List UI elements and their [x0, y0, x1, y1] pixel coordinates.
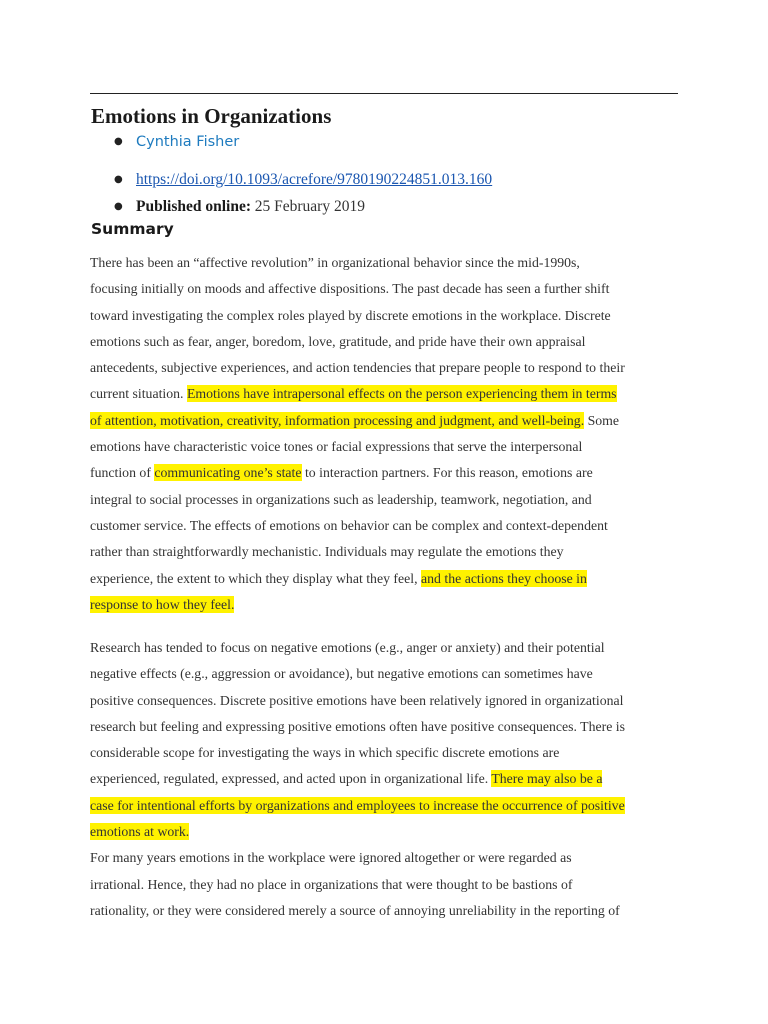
bullet-dot-icon: ●	[114, 201, 123, 212]
text-line	[90, 819, 690, 845]
text-line	[90, 303, 690, 329]
text-line	[90, 635, 690, 661]
text-line	[90, 661, 690, 687]
bullet-dot-icon: ●	[114, 174, 123, 185]
text-line	[90, 381, 690, 407]
highlighted-text: case for intentional efforts by organizations and employees to increase the occurrence of positive	[90, 797, 625, 813]
text-line	[90, 513, 690, 539]
text-segment: customer service. The effects of emotions on behavior can be complex and context-dependent	[90, 517, 608, 533]
bullet-dot-icon: ●	[114, 136, 123, 147]
header-divider	[90, 93, 678, 94]
text-line	[90, 276, 690, 302]
text-segment: current situation.	[90, 386, 187, 402]
highlighted-text: There may also be a	[491, 771, 603, 787]
summary-heading: Summary	[91, 220, 174, 238]
published-label: Published online:	[136, 198, 251, 215]
text-segment: There has been an “affective revolution” in organizational behavior since the mid-1990s,	[90, 255, 580, 270]
text-line	[90, 872, 690, 898]
text-line	[90, 845, 690, 871]
text-line	[90, 539, 690, 565]
text-segment: positive consequences. Discrete positive emotions have been relatively ignored in organizational	[90, 692, 624, 708]
text-line	[90, 329, 690, 355]
highlighted-text: Emotions have intrapersonal effects on the person experiencing them in terms	[186, 386, 617, 402]
text-line	[90, 460, 690, 486]
text-line	[90, 898, 690, 924]
text-line	[90, 793, 690, 819]
text-segment: experienced, regulated, expressed, and acted upon in organizational life.	[90, 771, 492, 787]
text-segment: toward investigating the complex roles played by discrete emotions in the workplace. Discrete	[90, 307, 611, 323]
text-line	[90, 487, 690, 513]
text-line	[90, 355, 690, 381]
text-segment: focusing initially on moods and affective dispositions. The past decade has seen a further shift	[90, 281, 610, 297]
highlighted-text: emotions at work.	[90, 824, 190, 840]
text-line	[90, 714, 690, 740]
text-segment: experience, the extent to which they display what they feel,	[90, 570, 422, 586]
text-segment: Research has tended to focus on negative emotions (e.g., anger or anxiety) and their potential	[90, 640, 605, 655]
highlighted-text: and the actions they choose in	[421, 570, 587, 586]
text-segment: negative effects (e.g., aggression or avoidance), but negative emotions can sometimes have	[90, 666, 593, 682]
doi-link[interactable]: https://doi.org/10.1093/acrefore/9780190224851.013.160	[136, 171, 493, 188]
highlighted-text: of attention, motivation, creativity, information processing and judgment, and well-being.	[90, 412, 585, 428]
text-segment: rather than straightforwardly mechanistic. Individuals may regulate the emotions they	[90, 544, 564, 560]
text-line	[90, 566, 690, 592]
text-segment: For many years emotions in the workplace were ignored altogether or were regarded as	[90, 850, 572, 866]
text-line	[90, 434, 690, 460]
text-segment: function of	[90, 465, 155, 481]
summary-paragraph-2	[90, 635, 690, 924]
text-line	[90, 766, 690, 792]
highlighted-text: communicating one’s state	[154, 465, 302, 481]
text-segment: research but feeling and expressing positive emotions often have positive consequences. There is	[90, 718, 625, 734]
summary-paragraph-1	[90, 250, 690, 618]
text-line	[90, 592, 690, 618]
text-line	[90, 408, 690, 434]
text-segment: emotions such as fear, anger, boredom, love, gratitude, and pride have their own appraisal	[90, 333, 586, 349]
text-line	[90, 250, 690, 276]
text-segment: to interaction partners. For this reason, emotions are	[301, 465, 593, 481]
text-line	[90, 740, 690, 766]
author-link[interactable]: Cynthia Fisher	[136, 134, 240, 150]
highlighted-text: response to how they feel.	[90, 596, 235, 612]
text-segment: considerable scope for investigating the ways in which specific discrete emotions are	[90, 745, 560, 761]
text-line	[90, 688, 690, 714]
text-segment: irrational. Hence, they had no place in organizations that were thought to be bastions of	[90, 876, 573, 892]
text-segment: rationality, or they were considered merely a source of annoying unreliability in the reporting of	[90, 902, 620, 918]
published-info	[136, 197, 365, 217]
text-segment: integral to social processes in organizations such as leadership, teamwork, negotiation, and	[90, 491, 592, 507]
text-segment: Some	[584, 412, 620, 428]
published-date: 25 February 2019	[254, 198, 365, 215]
text-segment: antecedents, subjective experiences, and action tendencies that prepare people to respond to their	[90, 360, 625, 376]
text-segment: emotions have characteristic voice tones or facial expressions that serve the interpersonal	[90, 439, 583, 455]
article-title: Emotions in Organizations	[91, 104, 332, 128]
